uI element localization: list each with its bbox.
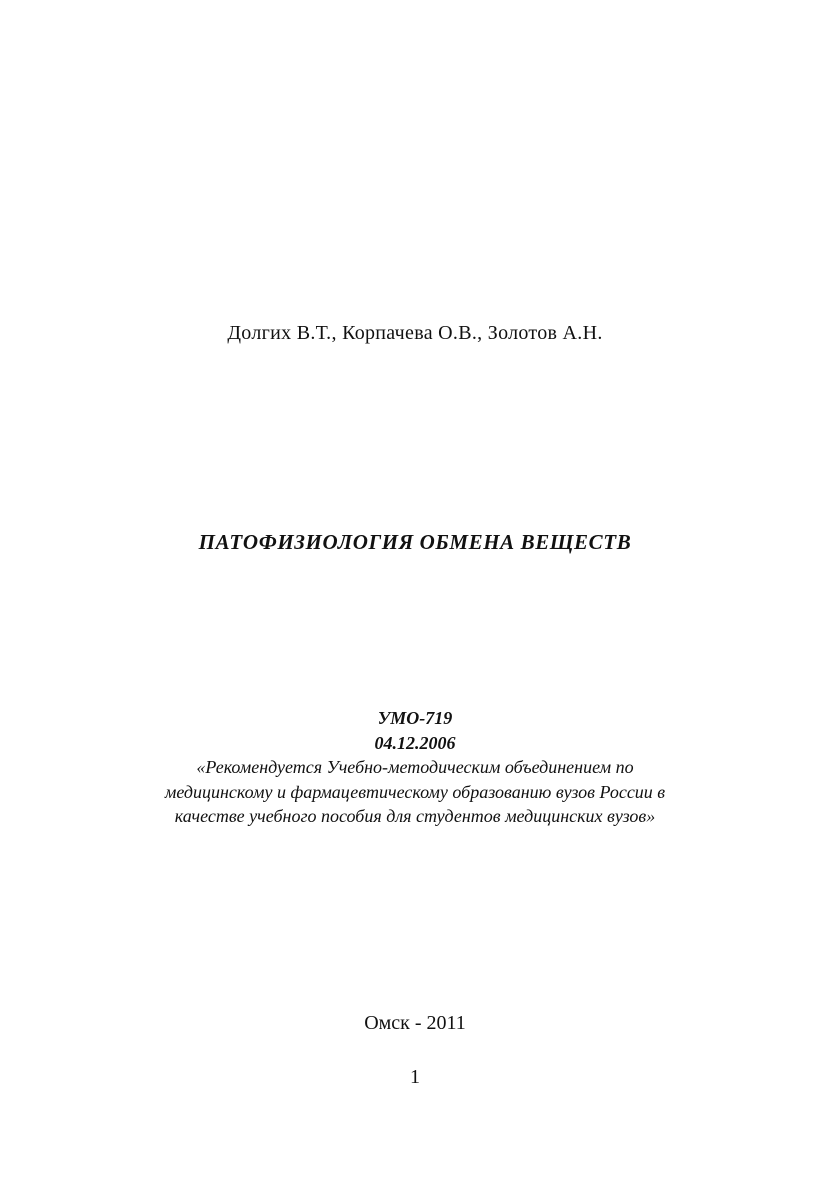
- book-title: ПАТОФИЗИОЛОГИЯ ОБМЕНА ВЕЩЕСТВ: [198, 530, 632, 554]
- approval-date: 04.12.2006: [374, 733, 456, 753]
- page-number: 1: [410, 1066, 420, 1088]
- recommendation-line-3: качестве учебного пособия для студентов медицинских вузов»: [174, 806, 656, 826]
- authors: Долгих В.Т., Корпачева О.В., Золотов А.Н.: [227, 322, 603, 344]
- approval-code: УМО-719: [377, 708, 453, 728]
- recommendation-line-2: медицинскому и фармацевтическому образованию вузов России в: [164, 782, 666, 802]
- city-year: Омск - 2011: [364, 1012, 466, 1034]
- recommendation-line-1: «Рекомендуется Учебно-методическим объединением по: [196, 757, 634, 777]
